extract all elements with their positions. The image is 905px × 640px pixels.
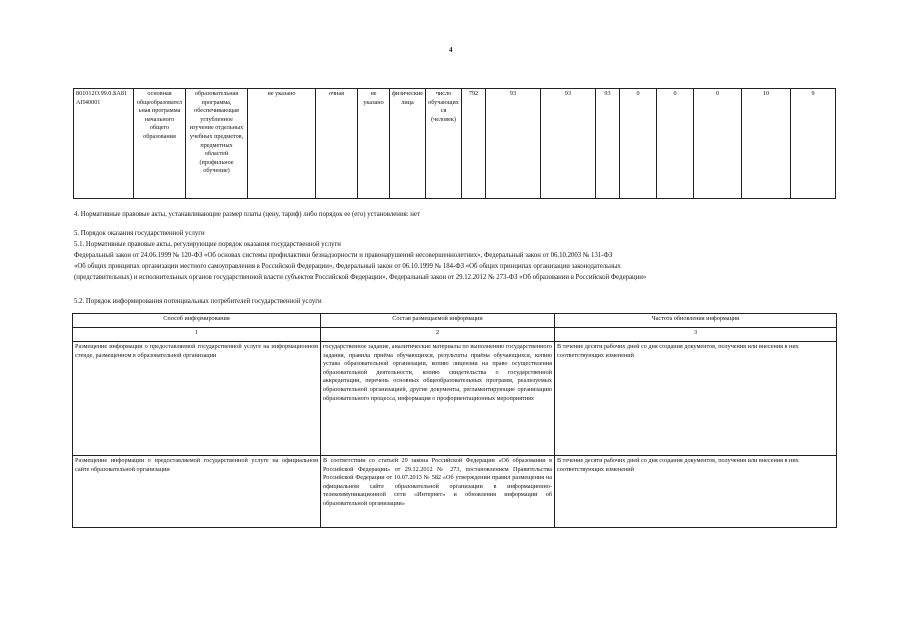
column-number: 1 — [73, 328, 321, 342]
cell-okei: 792 — [462, 89, 486, 199]
header-content: Состав размещаемой информации — [321, 314, 555, 328]
page-number: 4 — [449, 46, 453, 54]
column-number: 3 — [555, 328, 837, 342]
info-frequency: В течение десяти рабочих дней со дня создания документов, получения или внесения в них соответствующих изменений — [555, 342, 837, 456]
info-content: государственное задание, аналитические материалы по выполнению государственного задания, правила приёма обучающихся, результаты приёма обучающихся, копию устава образовательной организации, копию лицензии на право осуществления образовательной деятельности, копию свидетельства о государственной аккредитации, перечень основных общеобразовательных программ, реализуемых образовательной организацией, другие документы, регламентирующие организацию образовательного процесса, информация о профориентационных мероприятиях — [321, 342, 555, 456]
cell-program: основная общеобразовательная программа начального общего образования — [134, 89, 186, 199]
cell-consumers: физические лица — [390, 89, 426, 199]
cell-indicator: число обучающихся (человек) — [426, 89, 462, 199]
header-frequency: Частота обновления информации — [555, 314, 837, 328]
legal-acts-line: (представительных) и исполнительных органов государственной власти субъектов Российской Федерации», Федеральный закон от 29.12.2012 № 273-ФЗ «Об образовании в Российской Федерации» — [74, 274, 647, 281]
table-row — [74, 89, 836, 199]
info-method: Размещение информации о предоставляемой государственной услуге на информационном стенде, размещенном в образовательной организации — [73, 342, 321, 456]
info-method: Размещение информации о предоставляемой государственной услуге на официальном сайте образовательной организации — [73, 456, 321, 528]
cell-fee-3: 0 — [694, 89, 742, 199]
indicator-table — [73, 88, 836, 199]
table-row — [73, 456, 837, 528]
cell-value-3: 93 — [596, 89, 620, 199]
info-content: В соответствии со статьей 29 закона Российской Федерации «Об образовании в Российской Федерации» от 29.12.2012 № 273, постановлением Правительства Российской Федерации от 10.07.2013 № 582 «Об утверждении правил размещения на официальном сайте образовательной организации в информационно-телекоммуникационной сети «Интернет» и обновления информации об образовательной организации» — [321, 456, 555, 528]
information-table — [72, 313, 837, 528]
cell-deviation-percent: 10 — [742, 89, 791, 199]
table-header-row — [73, 314, 837, 328]
cell-period: не указано — [358, 89, 390, 199]
table-number-row — [73, 328, 837, 342]
cell-form: очная — [316, 89, 358, 199]
info-frequency: В течение десяти рабочих дней со дня создания документов, получения или внесения в них соответствующих изменений — [555, 456, 837, 528]
cell-fee-1: 0 — [620, 89, 657, 199]
cell-deviation-absolute: 9 — [791, 89, 836, 199]
table-row — [73, 342, 837, 456]
cell-fee-2: 0 — [657, 89, 694, 199]
cell-value-2: 93 — [541, 89, 596, 199]
column-number: 2 — [321, 328, 555, 342]
section-4-fees: 4. Нормативные правовые акты, устанавливающие размер платы (цену, тариф) либо порядок ее (его) установления: нет — [74, 211, 420, 218]
cell-registry-number: 801012О.99.0.БА81АП40001 — [74, 89, 134, 199]
section-5-1-title: 5.1. Нормативные правовые акты, регулирующие порядок оказания государственной услуги — [74, 241, 341, 248]
section-5-title: 5. Порядок оказания государственной услуги — [74, 230, 205, 237]
header-method: Способ информирования — [73, 314, 321, 328]
cell-category: не указано — [248, 89, 316, 199]
legal-acts-line: «Об общих принципах организации местного самоуправления в Российской Федерации», Федеральный закон от 06.10.1999 № 184-ФЗ «Об общих принципах организации законодательных — [74, 263, 621, 270]
cell-value-1: 93 — [486, 89, 541, 199]
cell-program-type: образовательная программа, обеспечивающая углубленное изучение отдельных учебных предметов, предметных областей (профильное обучение) — [186, 89, 248, 199]
section-5-2-title: 5.2. Порядок информирования потенциальных потребителей государственной услуги — [74, 298, 322, 305]
legal-acts-line: Федеральный закон от 24.06.1999 № 120-ФЗ «Об основах системы профилактики безнадзорности и правонарушений несовершеннолетних», Федеральный закон от 06.10.2003 № 131-ФЗ — [74, 252, 613, 259]
